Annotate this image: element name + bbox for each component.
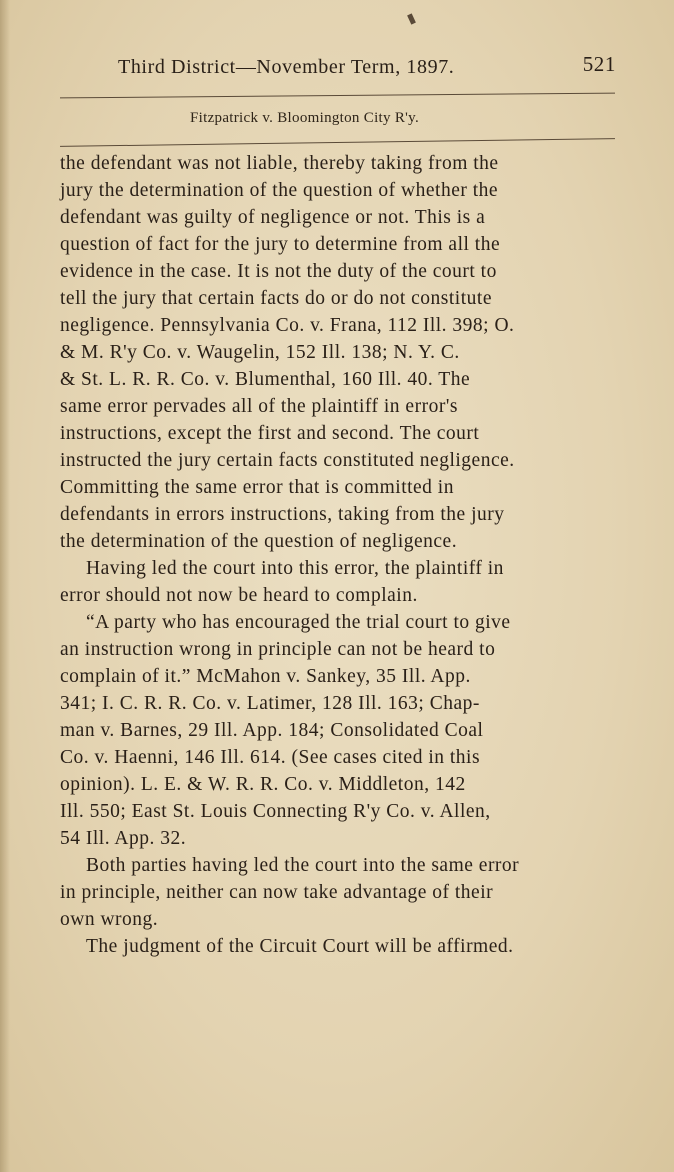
paragraph-start-line: “A party who has encouraged the trial court to give — [86, 612, 511, 633]
text-line: an instruction wrong in principle can not be heard to — [60, 639, 496, 660]
text-line: Ill. 550; East St. Louis Connecting R'y Co. v. Allen, — [60, 801, 491, 822]
text-line: Committing the same error that is committed in — [60, 477, 454, 498]
text-line: in principle, neither can now take advantage of their — [60, 882, 494, 903]
text-line: defendant was guilty of negligence or not. This is a — [60, 207, 486, 228]
header-rule — [60, 93, 615, 99]
paragraph-start-line: The judgment of the Circuit Court will be affirmed. — [86, 936, 514, 957]
text-line: the determination of the question of negligence. — [60, 531, 458, 552]
text-line: negligence. Pennsylvania Co. v. Frana, 112 Ill. 398; O. — [60, 315, 515, 336]
ink-mark — [407, 13, 416, 24]
text-line: man v. Barnes, 29 Ill. App. 184; Consolidated Coal — [60, 720, 484, 741]
text-line: question of fact for the jury to determine from all the — [60, 234, 501, 255]
text-line: opinion). L. E. & W. R. R. Co. v. Middleton, 142 — [60, 774, 466, 795]
text-line: same error pervades all of the plaintiff in error's — [60, 396, 458, 417]
text-line: instructed the jury certain facts constituted negligence. — [60, 450, 515, 471]
text-line: 341; I. C. R. R. Co. v. Latimer, 128 Ill. 163; Chap- — [60, 693, 480, 714]
running-title: Third District—November Term, 1897. — [118, 56, 455, 78]
paragraph-start-line: Having led the court into this error, the plaintiff in — [86, 558, 504, 579]
text-line: jury the determination of the question of whether the — [60, 180, 499, 201]
text-line: the defendant was not liable, thereby taking from the — [60, 153, 499, 174]
text-line: complain of it.” McMahon v. Sankey, 35 Ill. App. — [60, 666, 471, 687]
case-caption: Fitzpatrick v. Bloomington City R'y. — [190, 110, 420, 126]
paragraph-start-line: Both parties having led the court into the same error — [86, 855, 520, 876]
body-text — [60, 150, 630, 960]
page-number: 521 — [582, 52, 616, 76]
text-line: instructions, except the first and second. The court — [60, 423, 480, 444]
text-line: Co. v. Haenni, 146 Ill. 614. (See cases cited in this — [60, 747, 481, 768]
page-edge-shadow — [0, 0, 10, 1172]
text-line: 54 Ill. App. 32. — [60, 828, 187, 849]
caption-rule — [60, 138, 615, 147]
text-line: defendants in errors instructions, taking from the jury — [60, 504, 505, 525]
text-line: evidence in the case. It is not the duty of the court to — [60, 261, 497, 282]
text-line: error should not now be heard to complain. — [60, 585, 418, 606]
text-line: & M. R'y Co. v. Waugelin, 152 Ill. 138; N. Y. C. — [60, 342, 460, 363]
running-header — [118, 52, 618, 86]
text-line: & St. L. R. R. Co. v. Blumenthal, 160 Ill. 40. The — [60, 369, 471, 390]
text-line: tell the jury that certain facts do or do not constitute — [60, 288, 492, 309]
text-line: own wrong. — [60, 909, 159, 930]
